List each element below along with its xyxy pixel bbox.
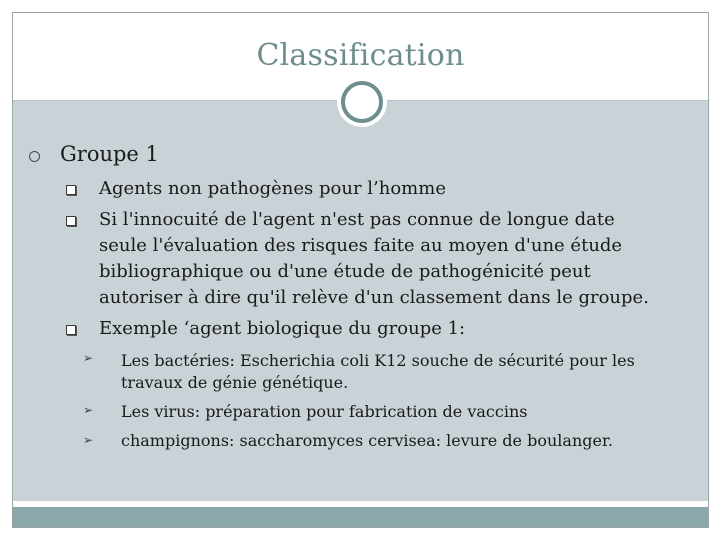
hollow-circle-icon xyxy=(29,151,40,162)
sub-bullet-2-line-1: Si l'innocuité de l'agent n'est pas connue de longue date xyxy=(99,209,615,230)
square-bullet-icon xyxy=(66,185,76,195)
title-divider-left xyxy=(13,100,341,101)
square-bullet-icon xyxy=(66,325,76,335)
slide-frame xyxy=(12,12,709,528)
arrowhead-icon: ➢ xyxy=(83,403,94,417)
square-bullet-icon xyxy=(66,216,76,226)
example-1-line-1: Les bactéries: Escherichia coli K12 souche de sécurité pour les xyxy=(121,351,635,370)
ring-icon xyxy=(341,81,383,123)
example-2: Les virus: préparation pour fabrication de vaccins xyxy=(121,402,528,421)
content-area xyxy=(13,101,708,501)
example-1-line-2: travaux de génie génétique. xyxy=(121,373,349,392)
sub-bullet-1: Agents non pathogènes pour l’homme xyxy=(99,178,446,199)
footer-bar xyxy=(13,507,708,527)
sub-bullet-2-line-4: autoriser à dire qu'il relève d'un classement dans le groupe. xyxy=(99,287,649,308)
main-bullet-text: Groupe 1 xyxy=(60,142,159,166)
example-3: champignons: saccharomyces cervisea: levure de boulanger. xyxy=(121,431,613,450)
title-divider-right xyxy=(383,100,710,101)
arrowhead-icon: ➢ xyxy=(83,351,94,365)
sub-bullet-2-line-2: seule l'évaluation des risques faite au moyen d'une étude xyxy=(99,235,623,256)
slide-title: Classification xyxy=(256,38,465,73)
arrowhead-icon: ➢ xyxy=(83,433,94,447)
sub-bullet-2-line-3: bibliographique ou d'une étude de pathogénicité peut xyxy=(99,261,591,282)
sub-bullet-3: Exemple ‘agent biologique du groupe 1: xyxy=(99,318,466,339)
